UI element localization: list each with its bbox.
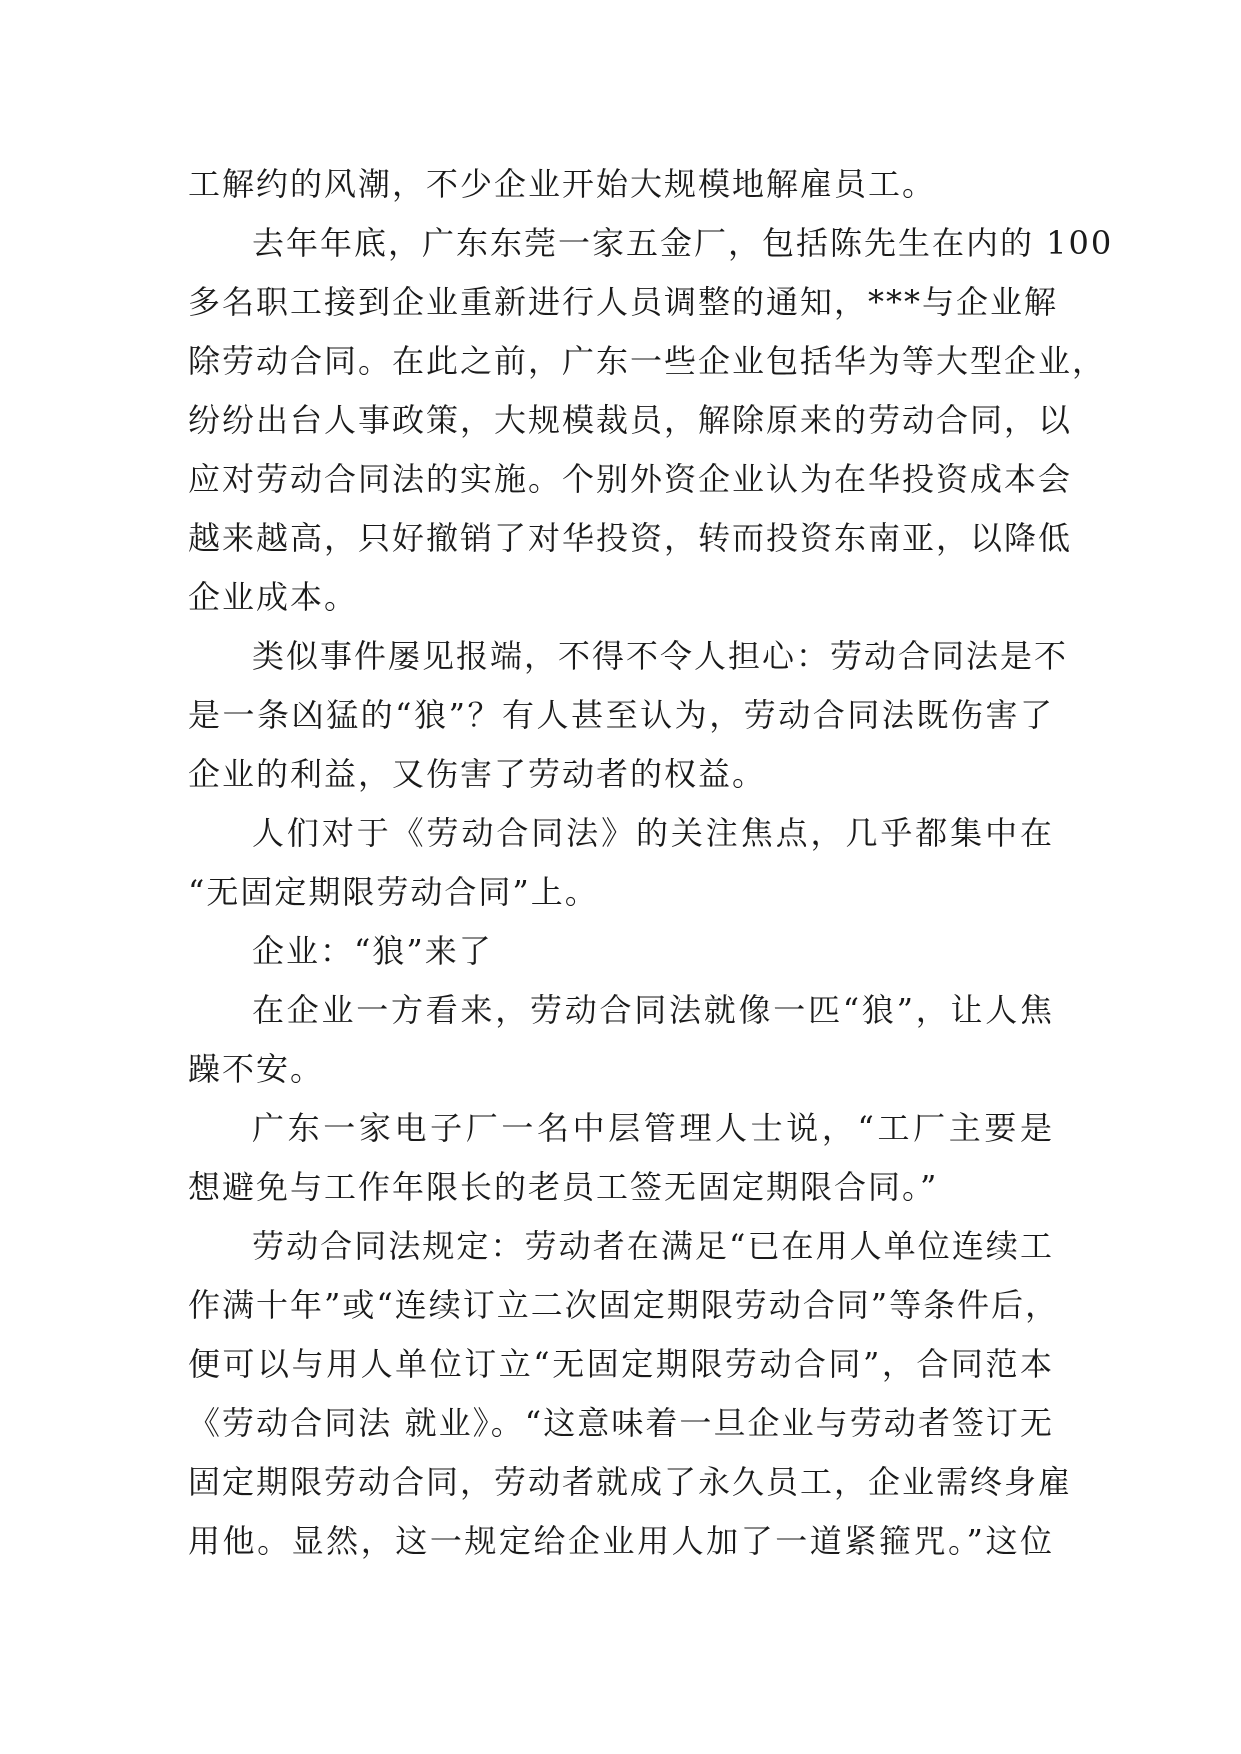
text-line: 想避免与工作年限长的老员工签无固定期限合同。” (188, 1168, 939, 1206)
text-line: “无固定期限劳动合同”上。 (188, 873, 599, 911)
text-line: 《劳动合同法 就业》。“这意味着一旦企业与劳动者签订无 (188, 1404, 1054, 1442)
text-line: 多名职工接到企业重新进行人员调整的通知，***与企业解 (188, 283, 1059, 321)
text-line: 企业成本。 (188, 578, 359, 616)
text-line: 用他。显然，这一规定给企业用人加了一道紧箍咒。”这位 (188, 1522, 1054, 1560)
text-line: 人们对于《劳动合同法》的关注焦点，几乎都集中在 (252, 814, 1054, 852)
text-line: 应对劳动合同法的实施。个别外资企业认为在华投资成本会 (188, 460, 1073, 498)
article-body (188, 155, 1114, 1571)
text-line: 便可以与用人单位订立“无固定期限劳动合同”，合同范本 (188, 1345, 1054, 1383)
section-heading: 企业：“狼”来了 (252, 932, 493, 970)
text-line: 躁不安。 (188, 1050, 325, 1088)
text-line: 去年年底，广东东莞一家五金厂，包括陈先生在内的 100 (252, 224, 1114, 262)
text-line: 纷纷出台人事政策，大规模裁员，解除原来的劳动合同，以 (188, 401, 1073, 439)
text-line: 在企业一方看来，劳动合同法就像一匹“狼”，让人焦 (252, 991, 1054, 1029)
text-line: 固定期限劳动合同，劳动者就成了永久员工，企业需终身雇 (188, 1463, 1073, 1501)
text-line: 企业的利益，又伤害了劳动者的权益。 (188, 755, 767, 793)
text-line: 是一条凶猛的“狼”？有人甚至认为，劳动合同法既伤害了 (188, 696, 1054, 734)
text-line: 除劳动合同。在此之前，广东一些企业包括华为等大型企业， (188, 342, 1107, 380)
text-line: 工解约的风潮，不少企业开始大规模地解雇员工。 (188, 165, 937, 203)
text-line: 类似事件屡见报端，不得不令人担心：劳动合同法是不 (252, 637, 1069, 675)
text-line: 作满十年”或“连续订立二次固定期限劳动合同”等条件后， (188, 1286, 1060, 1324)
text-line: 越来越高，只好撤销了对华投资，转而投资东南亚，以降低 (188, 519, 1073, 557)
text-line: 广东一家电子厂一名中层管理人士说，“工厂主要是 (252, 1109, 1054, 1147)
text-line: 劳动合同法规定：劳动者在满足“已在用人单位连续工 (252, 1227, 1054, 1265)
